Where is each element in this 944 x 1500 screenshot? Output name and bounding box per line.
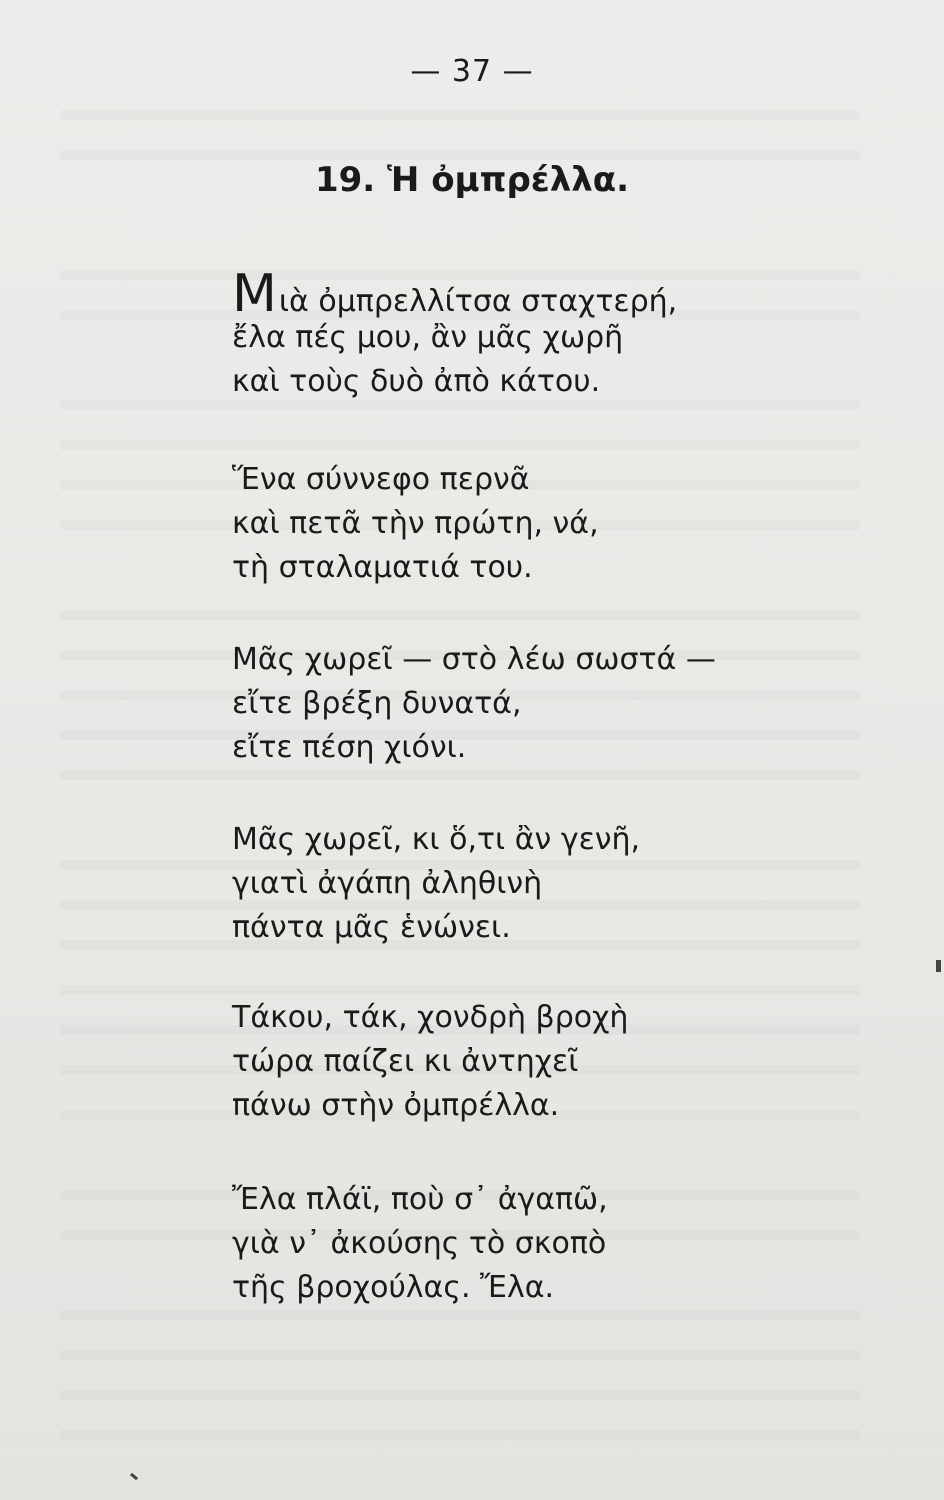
- poem-line-text: ιὰ ὀμπρελλίτσα σταχτερή,: [278, 284, 678, 319]
- poem-line: Τάκου, τάκ, χονδρὴ βροχὴ: [232, 1000, 629, 1035]
- ink-speck: [130, 1473, 138, 1480]
- page-number: — 37 —: [410, 54, 534, 89]
- poem-line: Μᾶς χωρεῖ — στὸ λέω σωστά —: [232, 642, 716, 677]
- stanza-5: [232, 996, 872, 1128]
- poem-line: [232, 264, 872, 324]
- stanza-6: [232, 1178, 872, 1310]
- poem-line: ἔλα πές μου, ἂν μᾶς χωρῆ: [232, 320, 624, 355]
- poem-line: Ἔλα πλάϊ, ποὺ σ᾽ ἀγαπῶ,: [232, 1182, 608, 1217]
- ink-speck: [936, 960, 941, 972]
- poem-line: καὶ τοὺς δυὸ ἀπὸ κάτου.: [232, 364, 601, 399]
- show-through-line: [60, 1430, 860, 1440]
- show-through-line: [60, 610, 860, 620]
- poem-title: 19. Ἡ ὀμπρέλλα.: [314, 160, 630, 200]
- stanza-3: [232, 638, 872, 770]
- show-through-line: [60, 1350, 860, 1360]
- drop-cap: Μ: [232, 264, 277, 324]
- poem-line: τὴ σταλαματιά του.: [232, 550, 533, 585]
- show-through-line: [60, 1390, 860, 1400]
- show-through-line: [60, 440, 860, 450]
- poem-line: πάντα μᾶς ἑνώνει.: [232, 910, 511, 945]
- show-through-line: [60, 985, 860, 995]
- stanza-4: [232, 818, 872, 950]
- show-through-line: [60, 1310, 860, 1320]
- poem-line: Μᾶς χωρεῖ, κι ὅ,τι ἂν γενῆ,: [232, 822, 641, 857]
- stanza-2: [232, 458, 872, 590]
- poem-line: πάνω στὴν ὀμπρέλλα.: [232, 1088, 560, 1123]
- show-through-line: [60, 110, 860, 120]
- poem-line: καὶ πετᾶ τὴν πρώτη, νά,: [232, 506, 599, 541]
- poem-line: τῆς βροχούλας. Ἔλα.: [232, 1270, 555, 1305]
- poem-line: γιατὶ ἀγάπη ἀληθινὴ: [232, 866, 543, 901]
- show-through-line: [60, 770, 860, 780]
- poem-line: εἴτε πέση χιόνι.: [232, 730, 467, 765]
- poem-line: γιὰ ν᾽ ἀκούσης τὸ σκοπὸ: [232, 1226, 607, 1261]
- poem-line: τώρα παίζει κι ἀντηχεῖ: [232, 1044, 579, 1079]
- poem-line: εἴτε βρέξη δυνατά,: [232, 686, 522, 721]
- stanza-1: [232, 264, 872, 404]
- poem-line: Ἕνα σύννεφο περνᾶ: [232, 462, 530, 497]
- show-through-line: [60, 150, 860, 160]
